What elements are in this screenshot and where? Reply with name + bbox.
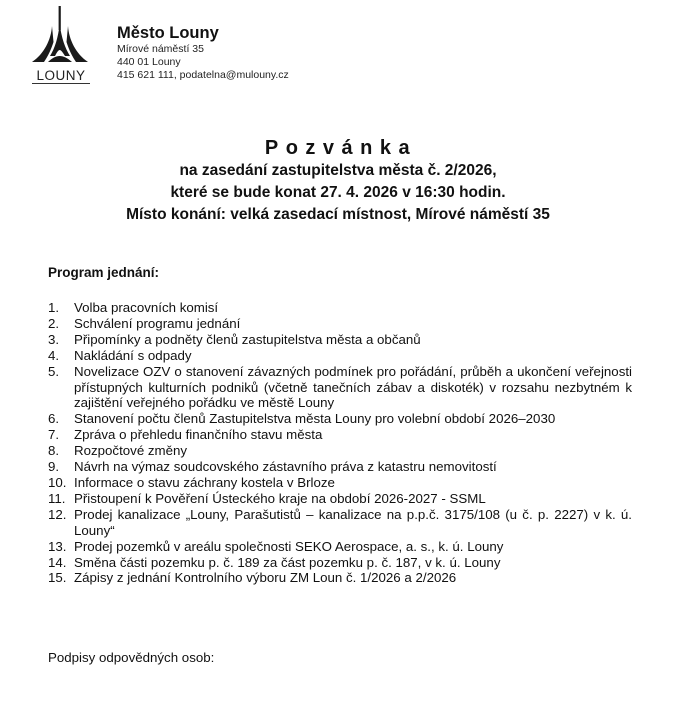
signatures-label: Podpisy odpovědných osob: [48, 650, 215, 665]
agenda-item-text: Nakládání s odpady [74, 347, 192, 363]
agenda-item-number: 14. [48, 554, 67, 570]
agenda-item-text: Informace o stavu záchrany kostela v Brloze [74, 474, 335, 490]
agenda-item [48, 316, 632, 332]
agenda-item-number: 1. [48, 300, 60, 315]
louny-logo [30, 6, 90, 86]
agenda-item-text: Přistoupení k Pověření Ústeckého kraje na období 2026-2027 - SSML [74, 490, 486, 506]
agenda-item-number: 9. [48, 459, 60, 475]
agenda-item [48, 364, 632, 412]
letterhead [0, 0, 676, 95]
agenda-item-number: 6. [48, 411, 60, 427]
agenda-list [48, 300, 632, 586]
agenda-item [48, 332, 632, 348]
agenda-item [48, 427, 632, 443]
agenda-item-number: 11. [48, 490, 66, 506]
agenda-item [48, 570, 632, 586]
agenda-item [48, 539, 632, 555]
agenda-item-number: 13. [48, 538, 67, 554]
agenda-item [48, 300, 632, 316]
agenda-item-number: 2. [48, 315, 60, 331]
logo-text: LOUNY [32, 69, 90, 84]
contact-info: 415 621 111, podatelna@mulouny.cz [117, 69, 289, 82]
agenda-item [48, 491, 632, 507]
agenda-item-text: Schválení programu jednání [74, 315, 241, 331]
program-heading: Program jednání: [48, 265, 160, 280]
address-street: Mírové náměstí 35 [117, 43, 204, 55]
meeting-location: Místo konání: velká zasedací místnost, Mírové náměstí 35 [126, 206, 550, 223]
agenda-item-number: 7. [48, 427, 60, 443]
agenda-item-number: 8. [48, 443, 60, 459]
agenda-item-text: Novelizace OZV o stanovení závazných podmínek pro pořádání, průběh a ukončení veřejnosti přístupných kulturních podniků (včetně tanečních zábav a diskoték) v rozsahu nezbytném k zajištění veřejného pořádku ve městě Louny [74, 363, 632, 411]
agenda-item-number: 4. [48, 347, 60, 363]
invitation-header [0, 136, 676, 226]
agenda-item [48, 348, 632, 364]
agenda-item [48, 411, 632, 427]
agenda-item-number: 10. [48, 474, 67, 490]
agenda-item-number: 15. [48, 570, 67, 586]
agenda-item-text: Prodej pozemků v areálu společnosti SEKO Aerospace, a. s., k. ú. Louny [74, 538, 504, 554]
agenda-item-number: 12. [48, 506, 67, 522]
organization-name: Město Louny [117, 24, 219, 42]
agenda-item-text: Rozpočtové změny [74, 443, 188, 459]
agenda-item [48, 507, 632, 539]
meeting-number: na zasedání zastupitelstva města č. 2/2026, [179, 162, 497, 179]
agenda-item-text: Směna části pozemku p. č. 189 za část pozemku p. č. 187, v k. ú. Louny [74, 554, 501, 570]
church-towers-icon [30, 6, 90, 68]
organization-info [117, 23, 289, 83]
agenda-item-text: Zpráva o přehledu finančního stavu města [74, 427, 323, 443]
agenda-item-text: Stanovení počtu členů Zastupitelstva města Louny pro volební období 2026–2030 [74, 411, 556, 427]
agenda-item [48, 459, 632, 475]
document-title: Pozvánka [264, 137, 418, 159]
agenda-item-text: Volba pracovních komisí [74, 300, 219, 315]
agenda-item-number: 3. [48, 331, 60, 347]
agenda-item-text: Zápisy z jednání Kontrolního výboru ZM Loun č. 1/2026 a 2/2026 [74, 570, 457, 586]
agenda-item [48, 555, 632, 571]
meeting-datetime: které se bude konat 27. 4. 2026 v 16:30 hodin. [170, 184, 506, 201]
agenda-item-number: 5. [48, 363, 60, 379]
agenda-item-text: Připomínky a podněty členů zastupitelstva města a občanů [74, 331, 421, 347]
agenda-item-text: Prodej kanalizace „Louny, Parašutistů – kanalizace na p.p.č. 3175/108 (u č. p. 2227) v k. ú. Louny“ [74, 506, 632, 538]
agenda-item [48, 475, 632, 491]
agenda-item-text: Návrh na výmaz soudcovského zástavního práva z katastru nemovitostí [74, 459, 497, 475]
address-city: 440 01 Louny [117, 56, 181, 69]
agenda-item [48, 443, 632, 459]
